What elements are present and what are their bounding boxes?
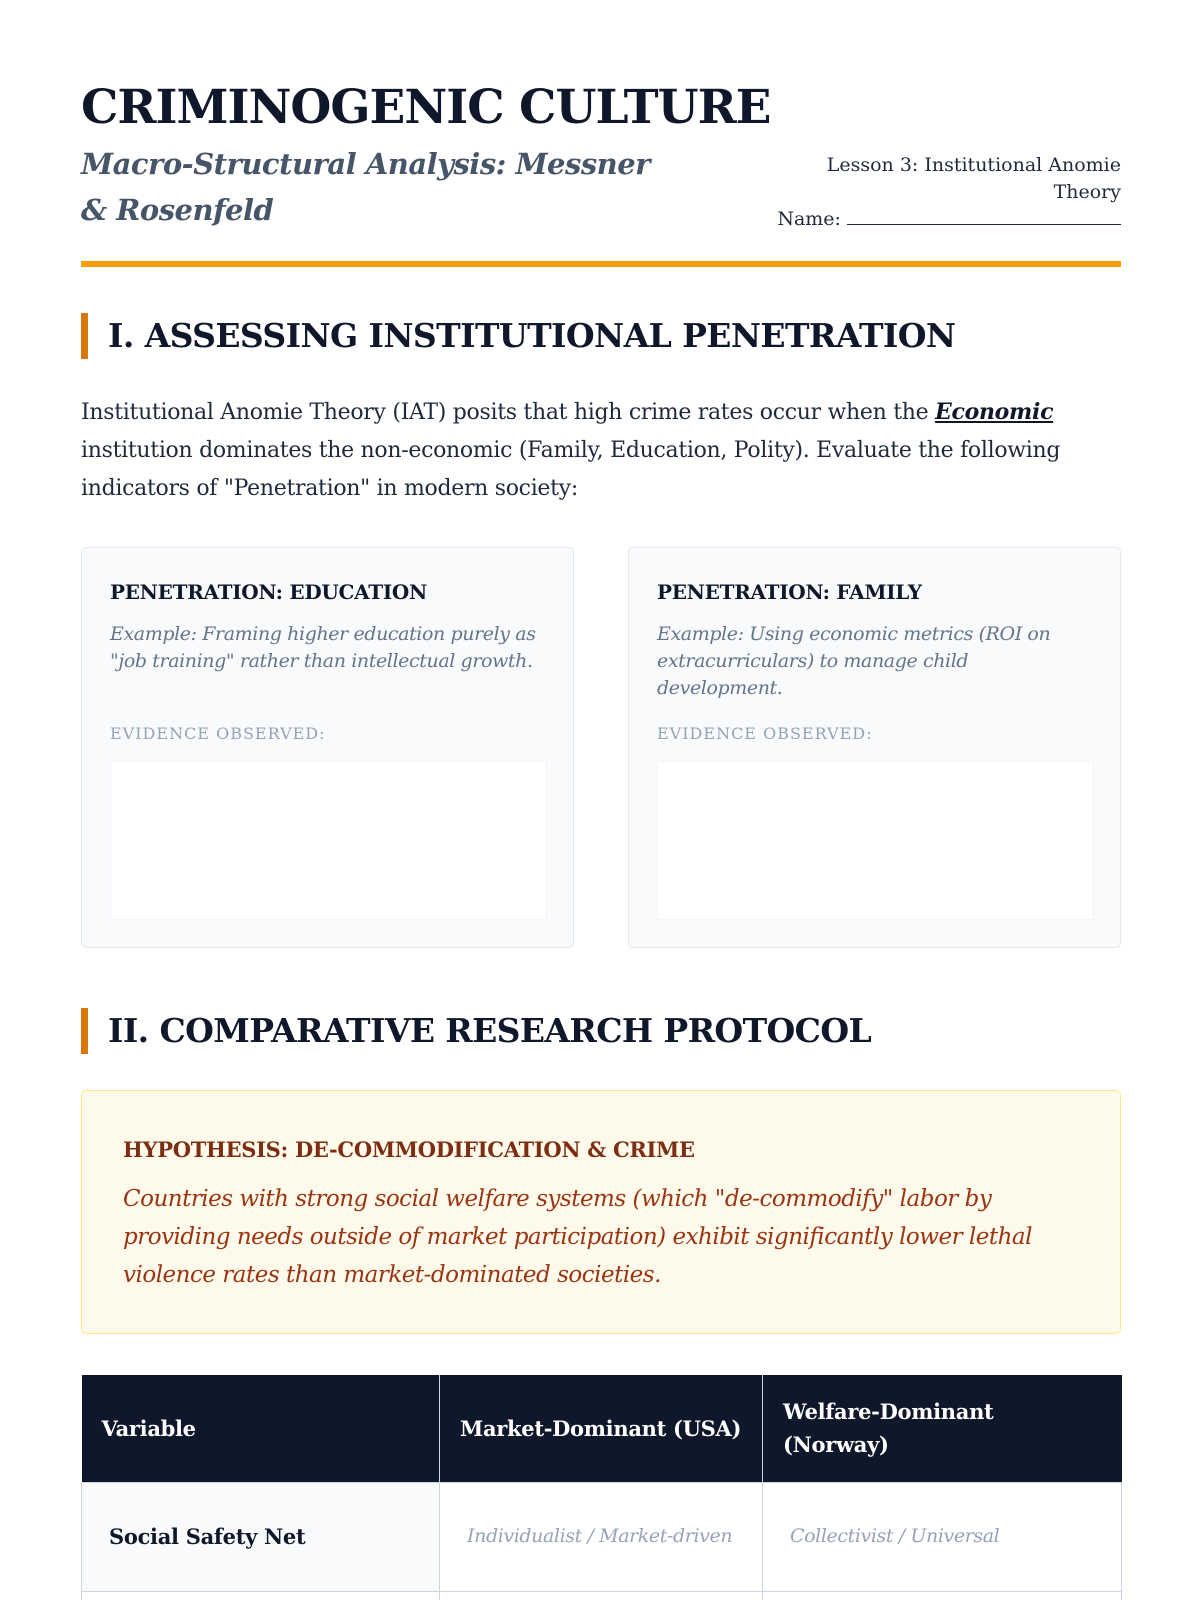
section-1-intro [81,393,1121,508]
name-label: Name: [777,208,841,230]
card-title: PENETRATION: EDUCATION [110,580,428,604]
name-blank-line[interactable] [847,207,1121,225]
card-example: Example: Framing higher education purely as "job training" rather than intellectual growth. [110,623,536,672]
table-row [82,1482,1122,1591]
market-cell[interactable]: Individualist / Market-driven [440,1482,763,1591]
name-field[interactable] [761,206,1121,233]
hypothesis-callout [81,1090,1121,1334]
intro-emphasis: Economic [935,399,1054,425]
variable-cell: Social Safety Net [82,1482,440,1591]
card-title: PENETRATION: FAMILY [657,580,922,604]
column-header-welfare: Welfare-Dominant (Norway) [763,1375,1122,1482]
page-title: CRIMINOGENIC CULTURE [81,80,771,135]
hypothesis-text: Countries with strong social welfare systems (which "de-commodify" labor by providing needs outside of market participation) exhibit significantly lower lethal violence rates than market-dominated societies. [123,1186,1032,1288]
intro-text-start: Institutional Anomie Theory (IAT) posits that high crime rates occur when the [81,400,936,425]
worksheet-page [81,0,1121,1549]
hypothesis-title: HYPOTHESIS: DE-COMMODIFICATION & CRIME [123,1137,695,1162]
column-header-variable: Variable [82,1375,440,1482]
comparison-table [81,1375,1122,1600]
header-divider [81,261,1121,267]
intro-text-end: institution dominates the non-economic (Family, Education, Polity). Evaluate the following indicators of "Penetration" in modern society: [81,438,1061,501]
lesson-meta [761,152,1121,233]
table-row [82,1591,1122,1600]
section-2-heading: II. COMPARATIVE RESEARCH PROTOCOL [81,1008,871,1054]
market-cell[interactable] [440,1591,763,1600]
table-header-row [82,1375,1122,1482]
family-card [628,547,1121,948]
welfare-cell[interactable]: Collectivist / Universal [763,1482,1122,1591]
evidence-label: EVIDENCE OBSERVED: [657,724,873,743]
section-1-heading: I. ASSESSING INSTITUTIONAL PENETRATION [81,313,955,359]
evidence-label: EVIDENCE OBSERVED: [110,724,326,743]
variable-cell [82,1591,440,1600]
evidence-input-box[interactable] [657,761,1094,920]
card-example: Example: Using economic metrics (ROI on extracurriculars) to manage child development. [657,623,1051,699]
welfare-cell[interactable] [763,1591,1122,1600]
education-card [81,547,574,948]
column-header-market: Market-Dominant (USA) [440,1375,763,1482]
evidence-input-box[interactable] [110,761,547,920]
lesson-label: Lesson 3: Institutional Anomie Theory [826,154,1121,203]
page-subtitle: Macro-Structural Analysis: Messner & Rosenfeld [81,147,650,227]
worksheet-header [81,0,1121,268]
